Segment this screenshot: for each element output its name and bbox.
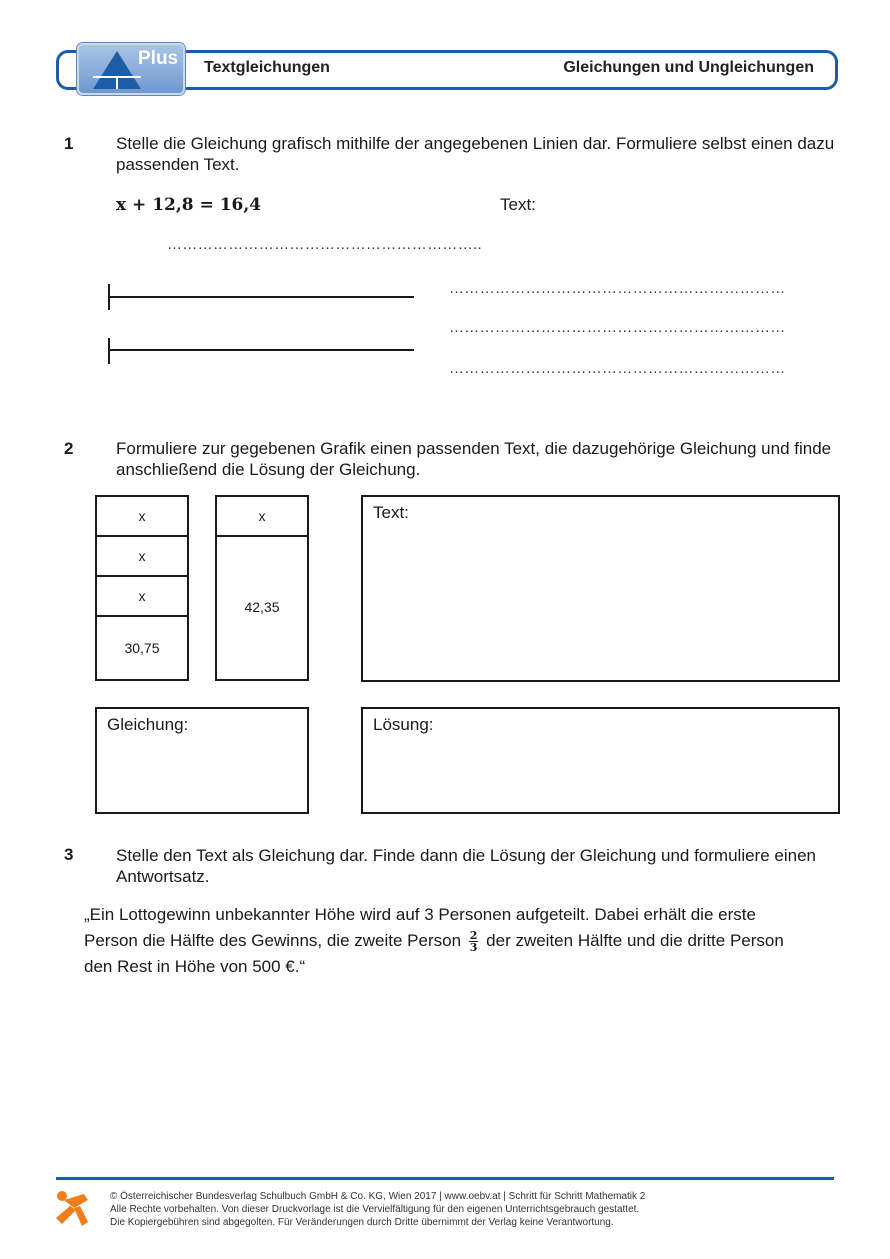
solution-box-label: Lösung:: [373, 715, 434, 734]
answer-dotted-line-1: …………………………………………………………: [449, 280, 786, 297]
solution-answer-box[interactable]: [361, 707, 840, 814]
task2-number: 2: [64, 439, 74, 458]
text-box-label: Text:: [373, 503, 409, 522]
task3-instruction: Stelle den Text als Gleichung dar. Finde dann die Lösung der Gleichung und formuliere einen Antwortsatz.: [116, 846, 816, 886]
quote-part-2: der zweiten Hälfte und die dritte Person den Rest in Höhe von 500 €.“: [84, 931, 784, 976]
equation-line-1: [108, 296, 414, 298]
header-right-title: Gleichungen und Ungleichungen: [563, 59, 814, 76]
footer-line-3: Die Kopiergebühren sind abgegolten. Für Veränderungen durch Dritte übernimmt der Verlag keine Verantwortung.: [110, 1217, 614, 1228]
footer-line-2: Alle Rechte vorbehalten. Von dieser Druckvorlage ist die Vervielfältigung für den eigenen Unterrichtsgebrauch gestattet.: [110, 1204, 640, 1215]
fraction-two-thirds: [469, 930, 479, 953]
task1-instruction: Stelle die Gleichung grafisch mithilfe der angegebenen Linien dar. Formuliere selbst einen dazu passenden Text.: [116, 134, 835, 174]
footer-divider: [56, 1177, 834, 1180]
stack-cell-value: 42,35: [244, 599, 280, 615]
left-bar-stack: [95, 495, 189, 681]
header-left-title: Textgleichungen: [204, 59, 330, 76]
task1-number: 1: [64, 134, 74, 153]
answer-dotted-line-3: …………………………………………………………: [449, 360, 786, 377]
task1-text-label: Text:: [500, 195, 536, 214]
task1-dotted-line-short: ……………………………………………………..: [167, 236, 482, 253]
line2-start-tick: [108, 338, 110, 364]
right-bar-stack: [215, 495, 309, 681]
stack-cell: x: [217, 497, 307, 537]
task2-instruction: Formuliere zur gegebenen Grafik einen passenden Text, die dazugehörige Gleichung und finde anschließend die Lösung der Gleichung.: [116, 439, 832, 479]
stack-cell-value: 30,75: [124, 640, 160, 656]
footer-line-1: © Österreichischer Bundesverlag Schulbuch GmbH & Co. KG, Wien 2017 | www.oebv.at | Schritt für Schritt Mathematik 2: [110, 1191, 646, 1202]
task3-quote: [84, 902, 814, 980]
equation-answer-box[interactable]: [95, 707, 309, 814]
text-answer-box[interactable]: [361, 495, 840, 682]
fraction-denominator: 3: [469, 941, 478, 955]
footer-copyright: [110, 1190, 645, 1229]
logo-label: Plus: [138, 48, 179, 69]
publisher-logo-icon: [54, 1190, 90, 1228]
task3-number: 3: [64, 845, 74, 864]
stack-cell: x: [97, 537, 187, 577]
equation-line-2: [108, 349, 414, 351]
fraction-numerator: 2: [469, 929, 478, 943]
answer-dotted-line-2: …………………………………………………………: [449, 319, 786, 336]
equation-box-label: Gleichung:: [107, 715, 189, 734]
quote-part-1: „Ein Lottogewinn unbekannter Höhe wird auf 3 Personen aufgeteilt. Dabei erhält die erste Person die Hälfte des Gewinns, die zweite Person: [84, 905, 756, 950]
task1-equation: x + 12,8 = 16,4: [116, 195, 262, 215]
stack-cell: x: [97, 497, 187, 537]
stack-cell: x: [97, 577, 187, 617]
